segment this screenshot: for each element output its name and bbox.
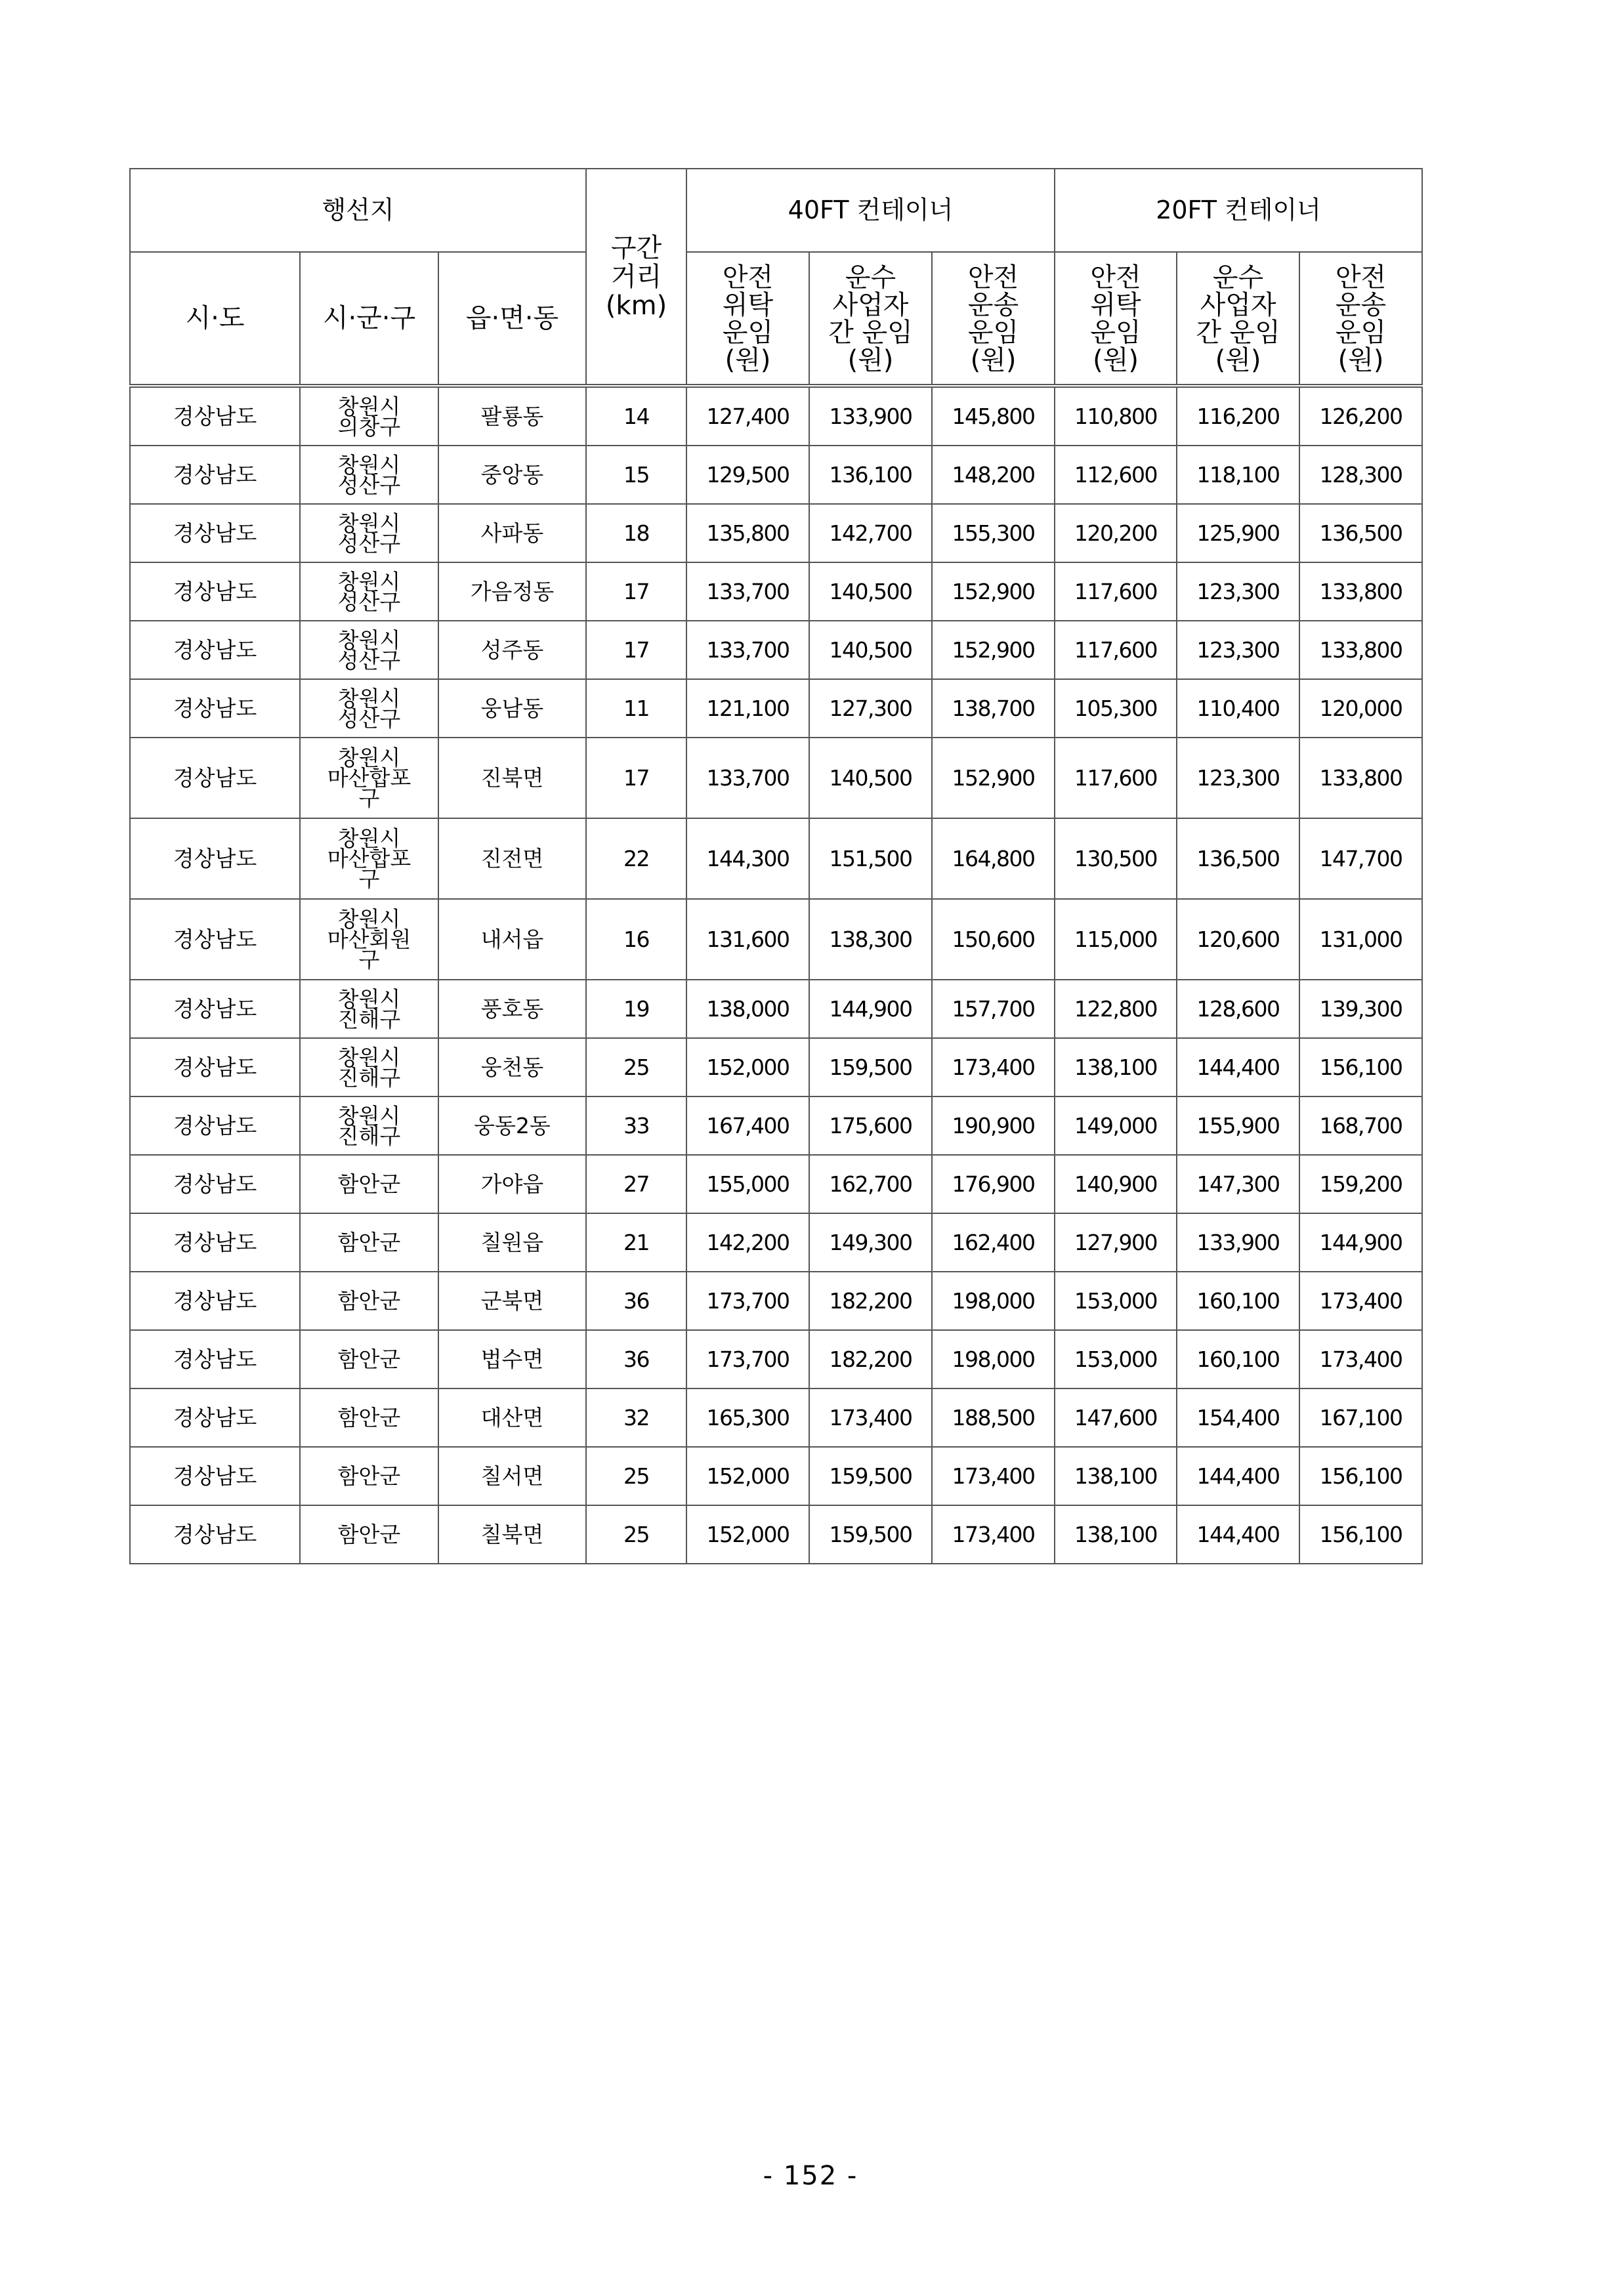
rate-col-header: 안전 운송 운임 (원) bbox=[1299, 252, 1422, 386]
dong-cell: 성주동 bbox=[438, 621, 586, 679]
table-row bbox=[130, 1272, 1422, 1330]
table-row bbox=[130, 446, 1422, 504]
rate-20ft-intercarrier-cell: 154,400 bbox=[1177, 1388, 1299, 1447]
dong-cell: 진전면 bbox=[438, 818, 586, 899]
rate-40ft-consign-cell: 135,800 bbox=[686, 504, 809, 562]
sido-cell: 경상남도 bbox=[130, 1447, 300, 1505]
table-row bbox=[130, 679, 1422, 738]
rate-40ft-consign-cell: 142,200 bbox=[686, 1213, 809, 1272]
distance-cell: 18 bbox=[586, 504, 686, 562]
rate-40ft-intercarrier-cell: 159,500 bbox=[809, 1505, 932, 1564]
rate-40ft-intercarrier-cell: 144,900 bbox=[809, 980, 932, 1038]
rate-table bbox=[129, 168, 1423, 1564]
rate-20ft-intercarrier-cell: 125,900 bbox=[1177, 504, 1299, 562]
rate-20ft-consign-cell: 117,600 bbox=[1055, 621, 1177, 679]
rate-20ft-transport-cell: 133,800 bbox=[1299, 562, 1422, 621]
dong-cell: 웅천동 bbox=[438, 1038, 586, 1096]
rate-20ft-transport-cell: 144,900 bbox=[1299, 1213, 1422, 1272]
rate-20ft-transport-cell: 131,000 bbox=[1299, 899, 1422, 980]
distance-cell: 25 bbox=[586, 1505, 686, 1564]
rate-40ft-intercarrier-cell: 127,300 bbox=[809, 679, 932, 738]
dong-cell: 군북면 bbox=[438, 1272, 586, 1330]
rate-20ft-transport-cell: 120,000 bbox=[1299, 679, 1422, 738]
table-row bbox=[130, 386, 1422, 446]
rate-40ft-intercarrier-cell: 175,600 bbox=[809, 1096, 932, 1155]
distance-cell: 27 bbox=[586, 1155, 686, 1213]
rate-40ft-transport-cell: 162,400 bbox=[932, 1213, 1055, 1272]
rate-40ft-transport-cell: 152,900 bbox=[932, 738, 1055, 818]
sigungu-cell: 창원시 마산회원 구 bbox=[300, 899, 438, 980]
rate-20ft-transport-cell: 126,200 bbox=[1299, 386, 1422, 446]
rate-40ft-consign-cell: 131,600 bbox=[686, 899, 809, 980]
rate-20ft-consign-cell: 112,600 bbox=[1055, 446, 1177, 504]
eupmyeondong-header: 읍·면·동 bbox=[438, 252, 586, 386]
rate-40ft-intercarrier-cell: 159,500 bbox=[809, 1447, 932, 1505]
rate-20ft-consign-cell: 149,000 bbox=[1055, 1096, 1177, 1155]
rate-40ft-intercarrier-cell: 151,500 bbox=[809, 818, 932, 899]
table-row bbox=[130, 504, 1422, 562]
rate-20ft-consign-cell: 122,800 bbox=[1055, 980, 1177, 1038]
rate-20ft-intercarrier-cell: 136,500 bbox=[1177, 818, 1299, 899]
rate-20ft-consign-cell: 115,000 bbox=[1055, 899, 1177, 980]
sigungu-cell: 창원시 성산구 bbox=[300, 446, 438, 504]
rate-20ft-transport-cell: 173,400 bbox=[1299, 1330, 1422, 1388]
rate-20ft-transport-cell: 168,700 bbox=[1299, 1096, 1422, 1155]
rate-40ft-consign-cell: 133,700 bbox=[686, 562, 809, 621]
rate-40ft-intercarrier-cell: 140,500 bbox=[809, 562, 932, 621]
rate-col-header: 안전 운송 운임 (원) bbox=[932, 252, 1055, 386]
distance-cell: 17 bbox=[586, 738, 686, 818]
table-row bbox=[130, 738, 1422, 818]
sido-cell: 경상남도 bbox=[130, 679, 300, 738]
table-row bbox=[130, 621, 1422, 679]
sigungu-cell: 창원시 마산합포 구 bbox=[300, 818, 438, 899]
rate-20ft-consign-cell: 110,800 bbox=[1055, 386, 1177, 446]
sido-cell: 경상남도 bbox=[130, 899, 300, 980]
rate-40ft-consign-cell: 133,700 bbox=[686, 738, 809, 818]
rate-20ft-consign-cell: 153,000 bbox=[1055, 1272, 1177, 1330]
rate-40ft-transport-cell: 198,000 bbox=[932, 1330, 1055, 1388]
rate-40ft-transport-cell: 152,900 bbox=[932, 562, 1055, 621]
table-row bbox=[130, 980, 1422, 1038]
sido-cell: 경상남도 bbox=[130, 738, 300, 818]
rate-40ft-transport-cell: 164,800 bbox=[932, 818, 1055, 899]
dong-cell: 칠서면 bbox=[438, 1447, 586, 1505]
distance-cell: 11 bbox=[586, 679, 686, 738]
rate-20ft-consign-cell: 153,000 bbox=[1055, 1330, 1177, 1388]
rate-20ft-intercarrier-cell: 116,200 bbox=[1177, 386, 1299, 446]
dong-cell: 웅동2동 bbox=[438, 1096, 586, 1155]
sido-cell: 경상남도 bbox=[130, 1272, 300, 1330]
rate-20ft-transport-cell: 139,300 bbox=[1299, 980, 1422, 1038]
sigungu-cell: 함안군 bbox=[300, 1213, 438, 1272]
rate-20ft-consign-cell: 140,900 bbox=[1055, 1155, 1177, 1213]
rate-40ft-transport-cell: 138,700 bbox=[932, 679, 1055, 738]
rate-20ft-intercarrier-cell: 128,600 bbox=[1177, 980, 1299, 1038]
dong-cell: 진북면 bbox=[438, 738, 586, 818]
rate-20ft-intercarrier-cell: 110,400 bbox=[1177, 679, 1299, 738]
sigungu-cell: 함안군 bbox=[300, 1447, 438, 1505]
dong-cell: 중앙동 bbox=[438, 446, 586, 504]
rate-40ft-consign-cell: 152,000 bbox=[686, 1447, 809, 1505]
rate-40ft-consign-cell: 129,500 bbox=[686, 446, 809, 504]
rate-20ft-transport-cell: 133,800 bbox=[1299, 738, 1422, 818]
table-row bbox=[130, 562, 1422, 621]
rate-20ft-intercarrier-cell: 155,900 bbox=[1177, 1096, 1299, 1155]
rate-20ft-consign-cell: 138,100 bbox=[1055, 1038, 1177, 1096]
table-row bbox=[130, 899, 1422, 980]
rate-40ft-intercarrier-cell: 136,100 bbox=[809, 446, 932, 504]
rate-20ft-consign-cell: 147,600 bbox=[1055, 1388, 1177, 1447]
rate-40ft-intercarrier-cell: 182,200 bbox=[809, 1330, 932, 1388]
page-number: - 152 - bbox=[763, 2161, 858, 2191]
rate-40ft-transport-cell: 155,300 bbox=[932, 504, 1055, 562]
rate-40ft-transport-cell: 176,900 bbox=[932, 1155, 1055, 1213]
rate-20ft-intercarrier-cell: 123,300 bbox=[1177, 738, 1299, 818]
rate-20ft-transport-cell: 156,100 bbox=[1299, 1038, 1422, 1096]
rate-40ft-consign-cell: 167,400 bbox=[686, 1096, 809, 1155]
rate-40ft-transport-cell: 152,900 bbox=[932, 621, 1055, 679]
sigungu-cell: 창원시 성산구 bbox=[300, 562, 438, 621]
rate-40ft-transport-cell: 188,500 bbox=[932, 1388, 1055, 1447]
rate-20ft-transport-cell: 133,800 bbox=[1299, 621, 1422, 679]
rate-col-header: 운수 사업자 간 운임 (원) bbox=[809, 252, 932, 386]
rate-20ft-transport-cell: 147,700 bbox=[1299, 818, 1422, 899]
rate-20ft-transport-cell: 156,100 bbox=[1299, 1505, 1422, 1564]
rate-20ft-consign-cell: 138,100 bbox=[1055, 1447, 1177, 1505]
distance-header: 구간 거리 (km) bbox=[586, 169, 686, 386]
rate-20ft-consign-cell: 105,300 bbox=[1055, 679, 1177, 738]
table-body bbox=[130, 386, 1422, 1564]
sigungu-cell: 창원시 진해구 bbox=[300, 1038, 438, 1096]
rate-20ft-intercarrier-cell: 147,300 bbox=[1177, 1155, 1299, 1213]
distance-cell: 25 bbox=[586, 1038, 686, 1096]
dong-cell: 풍호동 bbox=[438, 980, 586, 1038]
sido-cell: 경상남도 bbox=[130, 1213, 300, 1272]
sido-cell: 경상남도 bbox=[130, 562, 300, 621]
sido-cell: 경상남도 bbox=[130, 621, 300, 679]
rate-40ft-consign-cell: 133,700 bbox=[686, 621, 809, 679]
rate-40ft-intercarrier-cell: 159,500 bbox=[809, 1038, 932, 1096]
rate-20ft-transport-cell: 173,400 bbox=[1299, 1272, 1422, 1330]
dong-cell: 내서읍 bbox=[438, 899, 586, 980]
rate-40ft-consign-cell: 152,000 bbox=[686, 1505, 809, 1564]
dong-cell: 팔룡동 bbox=[438, 386, 586, 446]
distance-cell: 36 bbox=[586, 1272, 686, 1330]
sigungu-cell: 함안군 bbox=[300, 1272, 438, 1330]
rate-40ft-consign-cell: 152,000 bbox=[686, 1038, 809, 1096]
distance-cell: 19 bbox=[586, 980, 686, 1038]
sigungu-cell: 창원시 진해구 bbox=[300, 980, 438, 1038]
table-row bbox=[130, 818, 1422, 899]
rate-20ft-transport-cell: 159,200 bbox=[1299, 1155, 1422, 1213]
sigungu-cell: 창원시 의창구 bbox=[300, 386, 438, 446]
table-row bbox=[130, 1330, 1422, 1388]
sigungu-cell: 함안군 bbox=[300, 1388, 438, 1447]
sido-cell: 경상남도 bbox=[130, 980, 300, 1038]
rate-40ft-consign-cell: 121,100 bbox=[686, 679, 809, 738]
distance-cell: 22 bbox=[586, 818, 686, 899]
table-row bbox=[130, 1038, 1422, 1096]
rate-20ft-consign-cell: 120,200 bbox=[1055, 504, 1177, 562]
rate-40ft-transport-cell: 145,800 bbox=[932, 386, 1055, 446]
sido-cell: 경상남도 bbox=[130, 1038, 300, 1096]
sigungu-cell: 창원시 성산구 bbox=[300, 504, 438, 562]
table-row bbox=[130, 1505, 1422, 1564]
rate-col-header: 안전 위탁 운임 (원) bbox=[1055, 252, 1177, 386]
table-row bbox=[130, 1096, 1422, 1155]
dong-cell: 가음정동 bbox=[438, 562, 586, 621]
sido-header: 시·도 bbox=[130, 252, 300, 386]
dong-cell: 대산면 bbox=[438, 1388, 586, 1447]
sigungu-cell: 함안군 bbox=[300, 1155, 438, 1213]
sido-cell: 경상남도 bbox=[130, 1096, 300, 1155]
container-40ft-header: 40FT 컨테이너 bbox=[686, 169, 1055, 252]
rate-20ft-intercarrier-cell: 120,600 bbox=[1177, 899, 1299, 980]
dong-cell: 사파동 bbox=[438, 504, 586, 562]
rate-40ft-transport-cell: 148,200 bbox=[932, 446, 1055, 504]
sido-cell: 경상남도 bbox=[130, 1388, 300, 1447]
rate-20ft-intercarrier-cell: 123,300 bbox=[1177, 621, 1299, 679]
rate-20ft-intercarrier-cell: 144,400 bbox=[1177, 1038, 1299, 1096]
table-row bbox=[130, 1213, 1422, 1272]
sigungu-header: 시·군·구 bbox=[300, 252, 438, 386]
rate-40ft-transport-cell: 150,600 bbox=[932, 899, 1055, 980]
dong-cell: 가야읍 bbox=[438, 1155, 586, 1213]
distance-cell: 21 bbox=[586, 1213, 686, 1272]
sido-cell: 경상남도 bbox=[130, 386, 300, 446]
sigungu-cell: 함안군 bbox=[300, 1330, 438, 1388]
rate-40ft-intercarrier-cell: 138,300 bbox=[809, 899, 932, 980]
rate-40ft-consign-cell: 165,300 bbox=[686, 1388, 809, 1447]
rate-40ft-consign-cell: 138,000 bbox=[686, 980, 809, 1038]
rate-40ft-consign-cell: 127,400 bbox=[686, 386, 809, 446]
sido-cell: 경상남도 bbox=[130, 1330, 300, 1388]
rate-40ft-transport-cell: 173,400 bbox=[932, 1505, 1055, 1564]
rate-20ft-intercarrier-cell: 133,900 bbox=[1177, 1213, 1299, 1272]
rate-40ft-consign-cell: 144,300 bbox=[686, 818, 809, 899]
rate-col-header: 운수 사업자 간 운임 (원) bbox=[1177, 252, 1299, 386]
container-20ft-header: 20FT 컨테이너 bbox=[1055, 169, 1422, 252]
rate-40ft-intercarrier-cell: 182,200 bbox=[809, 1272, 932, 1330]
dong-cell: 칠북면 bbox=[438, 1505, 586, 1564]
distance-cell: 17 bbox=[586, 562, 686, 621]
rate-40ft-intercarrier-cell: 142,700 bbox=[809, 504, 932, 562]
rate-40ft-intercarrier-cell: 133,900 bbox=[809, 386, 932, 446]
sido-cell: 경상남도 bbox=[130, 1155, 300, 1213]
sigungu-cell: 창원시 성산구 bbox=[300, 621, 438, 679]
distance-cell: 15 bbox=[586, 446, 686, 504]
rate-40ft-consign-cell: 155,000 bbox=[686, 1155, 809, 1213]
sigungu-cell: 창원시 성산구 bbox=[300, 679, 438, 738]
distance-cell: 17 bbox=[586, 621, 686, 679]
rate-40ft-transport-cell: 198,000 bbox=[932, 1272, 1055, 1330]
rate-40ft-transport-cell: 157,700 bbox=[932, 980, 1055, 1038]
distance-cell: 14 bbox=[586, 386, 686, 446]
rate-20ft-consign-cell: 127,900 bbox=[1055, 1213, 1177, 1272]
distance-cell: 33 bbox=[586, 1096, 686, 1155]
rate-20ft-transport-cell: 128,300 bbox=[1299, 446, 1422, 504]
rate-20ft-transport-cell: 156,100 bbox=[1299, 1447, 1422, 1505]
rate-40ft-intercarrier-cell: 173,400 bbox=[809, 1388, 932, 1447]
rate-40ft-consign-cell: 173,700 bbox=[686, 1330, 809, 1388]
dong-cell: 칠원읍 bbox=[438, 1213, 586, 1272]
sido-cell: 경상남도 bbox=[130, 818, 300, 899]
rate-40ft-transport-cell: 190,900 bbox=[932, 1096, 1055, 1155]
rate-20ft-consign-cell: 130,500 bbox=[1055, 818, 1177, 899]
rate-20ft-intercarrier-cell: 118,100 bbox=[1177, 446, 1299, 504]
rate-20ft-intercarrier-cell: 144,400 bbox=[1177, 1505, 1299, 1564]
distance-cell: 32 bbox=[586, 1388, 686, 1447]
destination-header: 행선지 bbox=[130, 169, 586, 252]
distance-cell: 36 bbox=[586, 1330, 686, 1388]
rate-40ft-transport-cell: 173,400 bbox=[932, 1447, 1055, 1505]
rate-20ft-transport-cell: 167,100 bbox=[1299, 1388, 1422, 1447]
table-row bbox=[130, 1155, 1422, 1213]
rate-40ft-intercarrier-cell: 149,300 bbox=[809, 1213, 932, 1272]
distance-cell: 25 bbox=[586, 1447, 686, 1505]
rate-40ft-intercarrier-cell: 140,500 bbox=[809, 621, 932, 679]
sido-cell: 경상남도 bbox=[130, 504, 300, 562]
rate-20ft-intercarrier-cell: 160,100 bbox=[1177, 1330, 1299, 1388]
rate-40ft-intercarrier-cell: 140,500 bbox=[809, 738, 932, 818]
sido-cell: 경상남도 bbox=[130, 446, 300, 504]
sido-cell: 경상남도 bbox=[130, 1505, 300, 1564]
rate-20ft-intercarrier-cell: 123,300 bbox=[1177, 562, 1299, 621]
rate-40ft-intercarrier-cell: 162,700 bbox=[809, 1155, 932, 1213]
rate-20ft-consign-cell: 138,100 bbox=[1055, 1505, 1177, 1564]
sigungu-cell: 창원시 진해구 bbox=[300, 1096, 438, 1155]
rate-20ft-transport-cell: 136,500 bbox=[1299, 504, 1422, 562]
distance-cell: 16 bbox=[586, 899, 686, 980]
dong-cell: 웅남동 bbox=[438, 679, 586, 738]
rate-40ft-transport-cell: 173,400 bbox=[932, 1038, 1055, 1096]
rate-20ft-intercarrier-cell: 160,100 bbox=[1177, 1272, 1299, 1330]
rate-20ft-intercarrier-cell: 144,400 bbox=[1177, 1447, 1299, 1505]
dong-cell: 법수면 bbox=[438, 1330, 586, 1388]
rate-20ft-consign-cell: 117,600 bbox=[1055, 562, 1177, 621]
sigungu-cell: 함안군 bbox=[300, 1505, 438, 1564]
sigungu-cell: 창원시 마산합포 구 bbox=[300, 738, 438, 818]
table-row bbox=[130, 1388, 1422, 1447]
table-row bbox=[130, 1447, 1422, 1505]
rate-20ft-consign-cell: 117,600 bbox=[1055, 738, 1177, 818]
rate-40ft-consign-cell: 173,700 bbox=[686, 1272, 809, 1330]
rate-col-header: 안전 위탁 운임 (원) bbox=[686, 252, 809, 386]
